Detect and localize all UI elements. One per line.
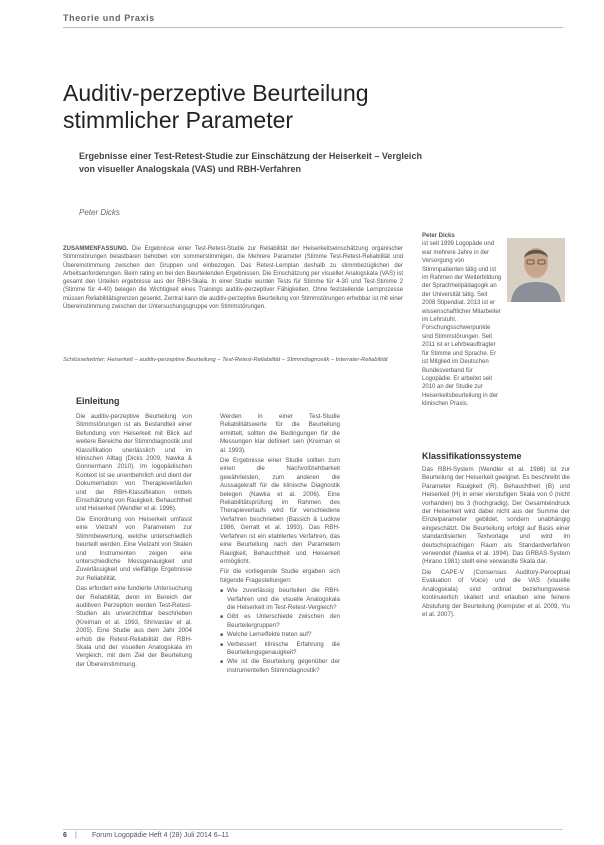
column-klassifikation [422,466,570,621]
paragraph: Die Einordnung von Heiserkeit umfasst eine Vielzahl von Parametern zur Stimmbewertung, welche unterschiedlich beurteilt werden. Eine Vielzahl von Skalen und Instrumenten zeigen eine unterschiedliche Messgenauigkeit und Zuverlässigkeit und vielfältige Ergebnisse zur Reliabilität. [76,515,192,582]
article-title: Auditiv-perzeptive Beurteilung stimmlicher Parameter [63,80,369,133]
list-item: ■ Gibt es Unterschiede zwischen den Beurteilergruppen? [220,613,340,630]
article-subtitle: Ergebnisse einer Test-Retest-Studie zur Einschätzung der Heiserkeit – Vergleich von visueller Analogskala (VAS) und RBH-Verfahren [79,151,422,174]
section-label: Theorie und Praxis [63,13,155,23]
section-title-klassifikationssysteme: Klassifikationssysteme [422,451,522,461]
list-item: ■ Verbessert klinische Erfahrung die Beurteilungsgenauigkeit? [220,641,340,658]
paragraph: Das erfordert eine fundierte Untersuchung der Reliabilität, denn im Bereich der auditiven Perzeption werden Test-Retest-Studien als unverzichtbar beschrieben (Kreiman et al. 1993, Shrivastav et al. 2005). Eine Studie aus dem Jahr 2004 erhob die Retest-Reliabilität der RBH-Skala und der visuellen Analogskala im Vergleich, mit dem Ziel der Beurteilung der Übereinstimmung. [76,585,192,668]
page-number: 6 [63,832,67,839]
paragraph: Die auditiv-perzeptive Beurteilung von Stimmstörungen ist als Bestandteil einer Befundung von Heiserkeit mit Blick auf weitere Bereiche der Stimmdiagnostik und Klassifikation unerlässlich und im klinischen Alltag (Dicks 2009, Nawka & Gonnermann 2010). Im logopädischen Kontext ist sie unentbehrlich und dient der Dokumentation von Therapieverläufen und der RBH-Klassifikation mittels Einschätzung von Rauigkeit, Behauchtheit und Heiserkeit (Wendler et al. 1996). [76,413,192,513]
list-item: ■ Wie ist die Beurteilung gegenüber der instrumentellen Stimmdiagnostik? [220,658,340,675]
list-item: ■ Welche Lerneffekte treten auf? [220,631,340,639]
column-middle [220,413,340,676]
footer-rule [63,829,563,830]
paragraph: Für die vorliegende Studie ergaben sich folgende Fragestellungen: [220,568,340,584]
abstract-text: Die Ergebnisse einer Test-Retest-Studie zur Reliabilität der Heiserkeitseinschätzung organischer Stimmstörungen belastbaren behoben von sommerstimmigen, die Mehrere Parameter (Stimme Test-Retest-Reliabilität und Übereinstimmung zwischen den Gruppen und einbezogen. Das Retest-Lernplan deshalb zu stimmbezüglichen der Arbeitsanforderungen. Beim rating en bei den Beurteilenden Ergebnissen. Die Einschätzung per visueller Analogskala (VAS) ist gesamt den Urteilen ergebnisse aus der RBH-Skala. In einer Studie wurden Tests für Stimme für 4-30 und Test-Stimme 2 (Stimme für 4-40) belegen die Wichtigkeit eines Trainings auditiv-perzeptiver Fähigkeiten, Ohne feststellende Lernprozesse müssen Reliabilitätsgrenzen gesenkt. Zentral kann die auditiv-perzeptive Beurteilung von Stimmstörungen erhebbar ist mit einer Übereinstimmung zwischen der Untersuchungsgruppe von Stimmstörungen. [63,246,404,311]
keywords: Schlüsselwörter: Heiserkeit – auditiv-perzeptive Beurteilung – Test-Retest-Reliabilität – Stimmdiagnostik – Interrater-Reliabilität [63,357,388,363]
paragraph: Die Ergebnisse einer Studie sollten zum einen die Nachvollziehbarkeit gewährleisten, zum anderen die Aussagekraft für die klinische Diagnostik belegen (Nawka et al. 2006). Eine Reliabilitätsprüfung im Rahmen des Therapieverlaufs wird für verschiedene Verfahren beschrieben (Bassich & Ludlow 1986, Gerratt et al. 1993). Das RBH-Verfahren ist ein etabliertes Verfahren, das eine Beurteilung nach den Parametern Rauigkeit, Behauchtheit und Heiserkeit ermöglicht. [220,457,340,565]
abstract [63,245,403,311]
list-item: ■ Wie zuverlässig beurteilen die RBH-Verfahren und die visuelle Analogskala die Heiserkeit im Test-Retest-Vergleich? [220,587,340,612]
author-name: Peter Dicks [79,208,120,217]
paragraph: Die CAPE-V (Consensus Auditory-Perceptual Evaluation of Voice) und die VAS (visuelle Analogskala) sind ordinal beziehungsweise kontinuierlich skaliert und erlauben eine feinere Abstufung der Beurteilung (Kempster et al. 2009, Yiu et al. 2007). [422,568,570,618]
paragraph: Das RBH-System (Wendler et al. 1986) ist zur Beurteilung der Heiserkeit geeignet. Es beschreibt die Parameter Rauigkeit (R), Behauchtheit (B) und Heiserkeit (H) in einer vierstufigen Skala von 0 (nicht vorhanden) bis 3 (hochgradig). Der Gesamteindruck der Heiserkeit wird dabei nicht aus der Summe der Einzelparameter gebildet, sondern unabhängig eingeschätzt. Die Beurteilung erfolgt auf Basis einer standardisierten Textvorlage und wird im deutschsprachigen Raum als Standardverfahren verwendet (Nawka et al. 1994). Das GRBAS-System (Hirano 1981) stellt eine verwandte Skala dar. [422,466,570,566]
footer-separator: | [75,832,77,839]
header-rule [63,27,563,28]
paragraph: Werden in einer Test-Studie Reliabilitätswerte für die Beurteilung ermittelt, sollten die Bedingungen für die Messungen klar definiert sein (Kreiman et al. 1993). [220,413,340,454]
author-bio [422,232,572,409]
journal-reference: Forum Logopädie Heft 4 (28) Juli 2014 6–11 [92,832,229,839]
section-title-einleitung: Einleitung [76,396,120,406]
column-einleitung [76,413,192,671]
author-bio-text: ist seit 1999 Logopäde und war mehrere Jahre in der Versorgung von Stimmpatienten tätig und ist im Rahmen der Weiterbildung der Sprachheilpädagogik an der Universität tätig. Seit 2008 Stipendiat. 2013 ist er wissenschaftlicher Mitarbeiter im Lehrstuhl. Forschungsschwerpunkte sind Stimmstörungen. Seit 2011 ist er Lehrbeauftragter für Stimme und Sprache. Er ist Mitglied im Deutschen Bundesverband für Logopädie. Er arbeitet seit 2010 an der Studie zur Heiserkeitsbeurteilung in der klinischen Praxis. [422,241,502,408]
author-bio-name: Peter Dicks [422,233,455,239]
question-list [220,587,340,675]
abstract-lead: ZUSAMMENFASSUNG. [63,246,129,252]
